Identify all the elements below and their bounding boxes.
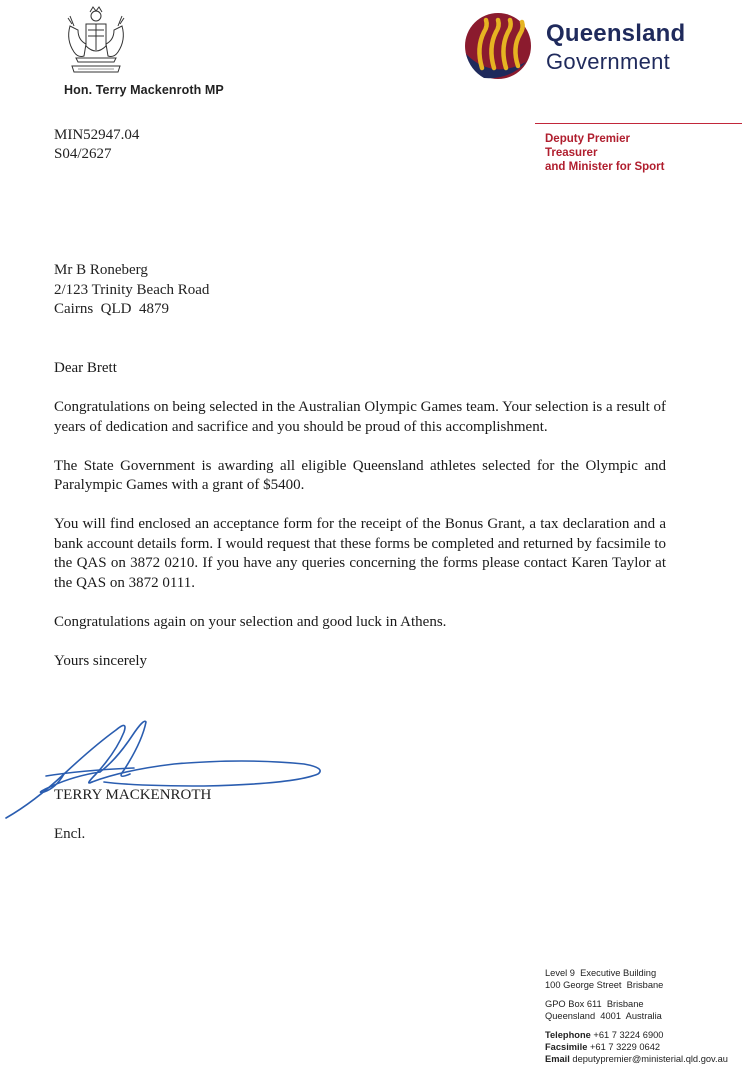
office-title-line: and Minister for Sport [545,161,665,173]
facsimile-number: +61 7 3229 0642 [589,1041,661,1052]
reference-line: S04/2627 [54,146,112,162]
contact-postal-line: GPO Box 611 Brisbane [545,999,644,1010]
header-divider [535,123,742,124]
telephone-number: +61 7 3224 6900 [593,1030,664,1041]
contact-building-line: Level 9 Executive Building [545,968,657,978]
contact-details [545,968,728,1065]
office-title [545,132,664,174]
office-title-line: Treasurer [545,147,598,159]
email-label: Email [545,1053,570,1064]
handwritten-signature [4,712,328,824]
address-line: 2/123 Trinity Beach Road [54,281,210,298]
office-title-line: Deputy Premier [545,133,631,145]
logo-wordmark-government: Government [546,49,671,74]
recipient-address [54,261,209,320]
body-paragraph: Congratulations on being selected in the Australian Olympic Games team. Your selection is a result of years of dedication and sacrifice and you should be proud of this accomplishment. [54,399,666,435]
contact-building-line: 100 George Street Brisbane [545,979,664,990]
email-address[interactable]: deputypremier@ministerial.qld.gov.au [572,1053,728,1064]
enclosure-note: Encl. [54,826,86,842]
address-line: Mr B Roneberg [54,262,148,278]
facsimile-label: Facsimile [545,1041,588,1052]
address-line: Cairns QLD 4879 [54,301,169,317]
contact-telephone [545,1030,728,1042]
body-paragraph: Congratulations again on your selection and good luck in Athens. [54,613,447,630]
reference-line: MIN52947.04 [54,127,140,143]
contact-postal-line: Queensland 4001 Australia [545,1010,662,1021]
contact-email [545,1054,728,1066]
signatory-name: TERRY MACKENROTH [54,787,212,803]
closing: Yours sincerely [54,652,148,669]
body-paragraph: You will find enclosed an acceptance form for the receipt of the Bonus Grant, a tax declaration and a bank account details form. I would request that these forms be completed and returned by facsimile to the QAS on 3872 0210. If you have any queries concerning the forms please contact Karen Taylor at the QAS on 3872 0111. [54,516,666,591]
body-paragraph: The State Government is awarding all eligible Queensland athletes selected for the Olympic and Paralympic Games with a grant of $5400. [54,457,666,493]
contact-facsimile [545,1042,728,1054]
salutation: Dear Brett [54,360,117,376]
telephone-label: Telephone [545,1030,591,1041]
queensland-government-logo-icon [462,10,542,82]
coat-of-arms-icon [60,6,132,78]
reference-numbers [54,126,139,164]
member-name: Hon. Terry Mackenroth MP [64,83,224,97]
letter-body [54,359,666,691]
logo-wordmark-queensland: Queensland [546,20,686,47]
